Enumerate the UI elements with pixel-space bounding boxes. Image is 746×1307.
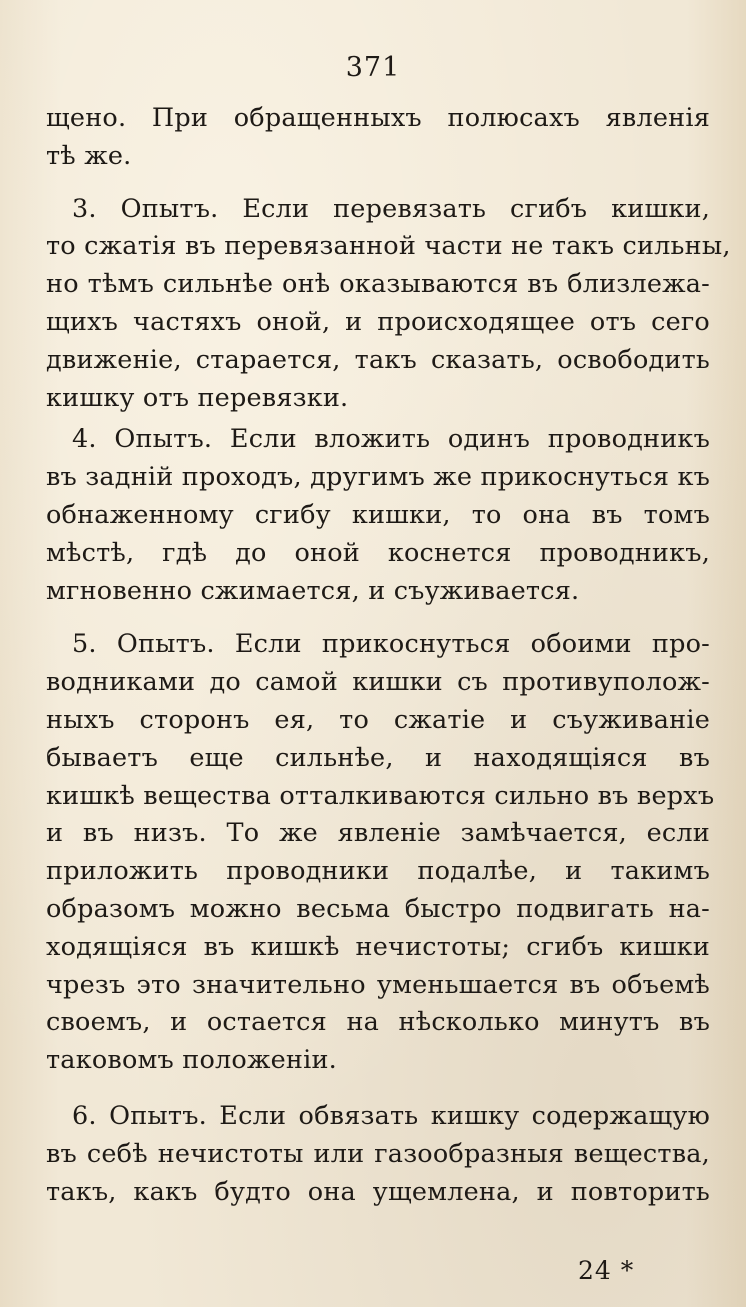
text-line: приложить проводники подалѣе, и такимъ [46,856,710,887]
text-line: образомъ можно весьма быстро подвигать на- [46,893,710,924]
text-line: 3. Опытъ. Если перевязать сгибъ кишки, [72,193,710,224]
text-line: 4. Опытъ. Если вложить одинъ проводникъ [72,424,710,455]
paragraph-experiment-4 [46,421,710,610]
text-line: кишку отъ перевязки. [46,382,349,413]
text-line: и въ низъ. То же явленіе замѣчается, если [46,818,710,849]
text-line: щихъ частяхъ оной, и происходящее отъ сего [46,306,710,337]
text-line: то сжатія въ перевязанной части не такъ сильны, [46,231,731,262]
text-line: кишкѣ вещества отталкиваются сильно въ верхъ [46,780,715,811]
paragraph-experiment-3 [46,191,731,418]
text-line: въ себѣ нечистоты или газообразныя вещества, [46,1138,710,1169]
text-line: чрезъ это значительно уменьшается въ объемѣ [46,969,710,1000]
text-line: мгновенно сжимается, и съуживается. [46,575,580,606]
text-line: обнаженному сгибу кишки, то она въ томъ [46,499,710,530]
text-line: ходящіяся въ кишкѣ нечистоты; сгибъ кишки [46,931,710,962]
body-text [46,100,731,1211]
text-line: таковомъ положеніи. [46,1045,337,1076]
text-line: 6. Опытъ. Если обвязать кишку содержащую [72,1100,710,1131]
paragraph-gap [46,610,710,626]
paragraph-gap [46,176,710,191]
text-line: такъ, какъ будто она ущемлена, и повторить [46,1176,710,1207]
paragraph [46,100,710,176]
text-line: водниками до самой кишки съ противуполож- [46,667,710,698]
text-line: щено. При обращенныхъ полюсахъ явленія [46,103,710,133]
paragraph-gap [46,1080,710,1098]
paragraph-experiment-6 [46,1098,710,1211]
text-line: но тѣмъ сильнѣе онѣ оказываются въ близлежа- [46,269,710,300]
text-line: движеніе, старается, такъ сказать, освободить [46,344,710,375]
text-line: тѣ же. [46,140,132,171]
paragraph-experiment-5 [46,626,715,1080]
text-line: своемъ, и остается на нѣсколько минутъ въ [46,1007,710,1038]
text-line: бываетъ еще сильнѣе, и находящіяся въ [46,742,710,773]
signature-mark: 24 * [578,1256,635,1285]
page-number: 371 [345,52,401,83]
text-line: въ задній проходъ, другимъ же прикоснуться къ [46,462,711,493]
text-line: мѣстѣ, гдѣ до оной коснется проводникъ, [46,537,710,568]
text-line: ныхъ сторонъ ея, то сжатіе и съуживаніе [46,704,710,735]
text-line: 5. Опытъ. Если прикоснуться обоими про- [72,629,710,660]
